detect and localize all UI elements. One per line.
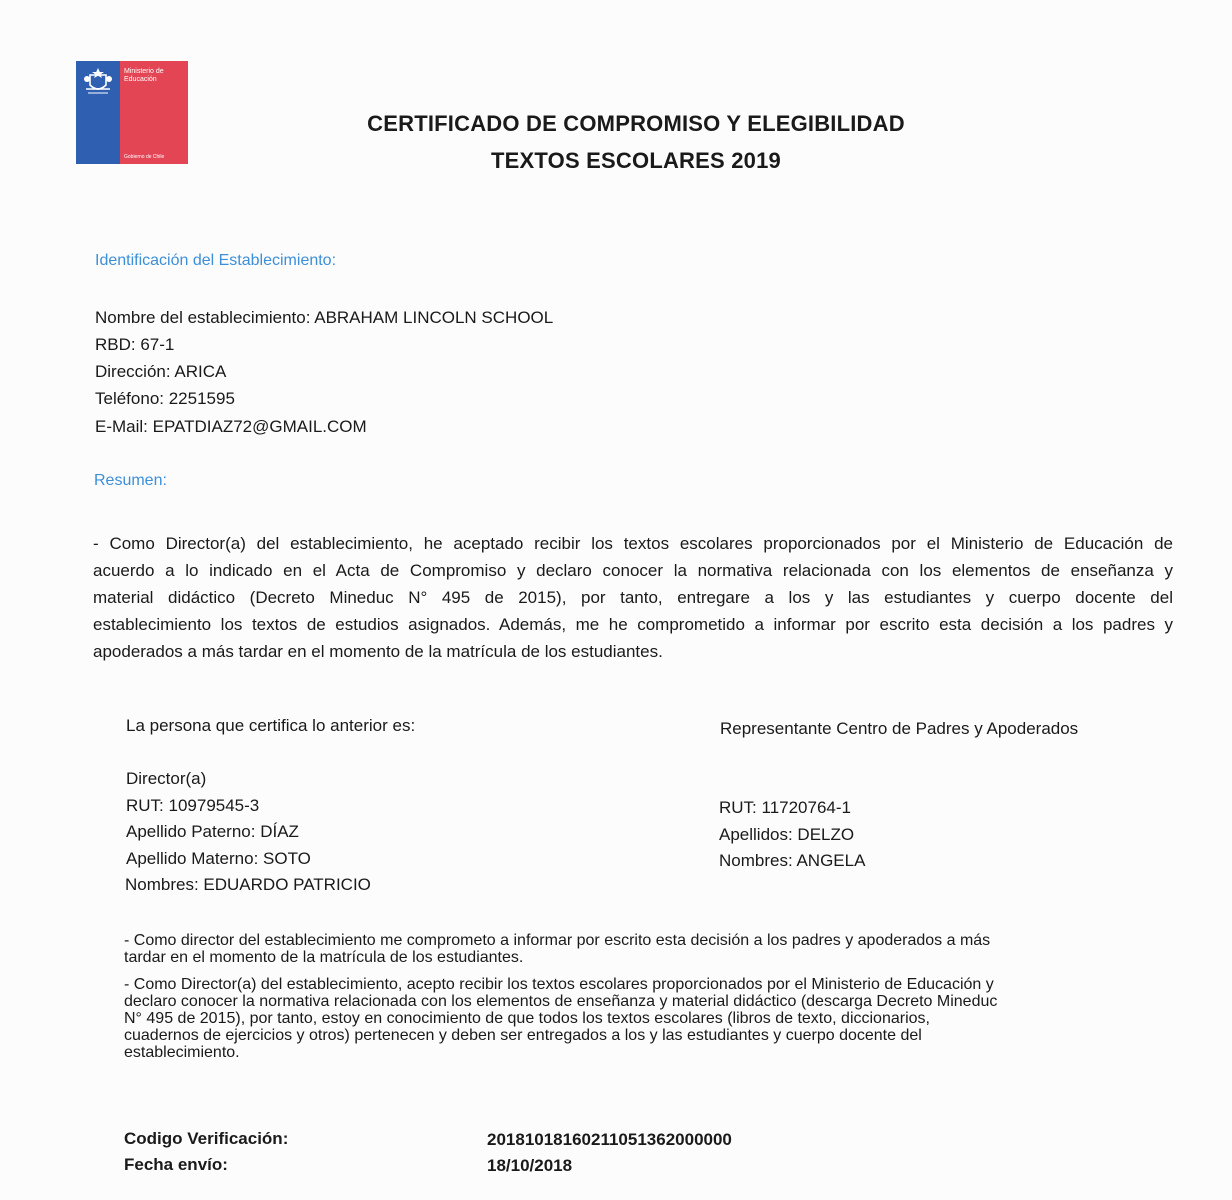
coat-of-arms-icon bbox=[82, 65, 114, 99]
note-line: establecimiento. bbox=[124, 1044, 240, 1061]
document-title-line2: TEXTOS ESCOLARES 2019 bbox=[491, 148, 781, 173]
school-rbd: RBD: 67-1 bbox=[95, 335, 175, 354]
note-line: cuadernos de ejercicios y otros) pertenecen y deben ser entregados a los y las estudiantes y cuerpo docente del bbox=[124, 1027, 922, 1044]
summary-heading: Resumen: bbox=[94, 472, 167, 489]
school-name: Nombre del establecimiento: ABRAHAM LINCOLN SCHOOL bbox=[95, 308, 554, 327]
summary-line: apoderados a más tardar en el momento de la matrícula de los estudiantes. bbox=[93, 642, 663, 661]
school-phone: Teléfono: 2251595 bbox=[95, 389, 235, 408]
note-line: tardar en el momento de la matrícula de los estudiantes. bbox=[124, 949, 524, 966]
certifier-heading: La persona que certifica lo anterior es: bbox=[126, 716, 416, 735]
verification-code-value: 20181018160211051362000000 bbox=[487, 1130, 732, 1149]
certifier-role: Director(a) bbox=[126, 769, 207, 788]
summary-line: acuerdo a lo indicado en el Acta de Compromiso y declaro conocer la normativa relacionada con los elementos de enseñanza y bbox=[93, 561, 1173, 580]
certifier-maternal-surname: Apellido Materno: SOTO bbox=[126, 849, 311, 868]
summary-line: material didáctico (Decreto Mineduc N° 495 de 2015), por tanto, entregare a los y las estudiantes y cuerpo docente del bbox=[93, 588, 1173, 607]
commitment-note-1 bbox=[124, 932, 1134, 966]
note-line: - Como Director(a) del establecimiento, acepto recibir los textos escolares proporcionados por el Ministerio de Educación y bbox=[124, 976, 994, 993]
note-line: declaro conocer la normativa relacionada con los elementos de enseñanza y material didáctico (descarga Decreto Mineduc bbox=[124, 993, 998, 1010]
note-line: - Como director del establecimiento me comprometo a informar por escrito esta decisión a los padres y apoderados a más bbox=[124, 932, 991, 949]
logo-government-text: Gobierno de Chile bbox=[124, 154, 165, 160]
logo-ministry-text: Ministerio de Educación bbox=[124, 68, 164, 83]
summary-paragraph bbox=[93, 530, 1173, 665]
document-title-line1: CERTIFICADO DE COMPROMISO Y ELEGIBILIDAD bbox=[367, 111, 905, 136]
send-date-value: 18/10/2018 bbox=[487, 1156, 573, 1175]
certifier-names: Nombres: EDUARDO PATRICIO bbox=[125, 875, 371, 894]
summary-line: - Como Director(a) del establecimiento, he aceptado recibir los textos escolares proporcionados por el Ministerio de Educación de bbox=[93, 534, 1173, 553]
representative-names: Nombres: ANGELA bbox=[719, 851, 866, 870]
representative-rut: RUT: 11720764-1 bbox=[719, 798, 851, 817]
note-line: N° 495 de 2015), por tanto, estoy en conocimiento de que todos los textos escolares (libros de texto, diccionarios, bbox=[124, 1010, 930, 1027]
representative-heading: Representante Centro de Padres y Apoderados bbox=[720, 719, 1079, 738]
certifier-rut: RUT: 10979545-3 bbox=[126, 796, 260, 815]
representative-surnames: Apellidos: DELZO bbox=[719, 825, 855, 844]
school-address: Dirección: ARICA bbox=[95, 362, 227, 381]
certifier-paternal-surname: Apellido Paterno: DÍAZ bbox=[126, 822, 299, 841]
send-date-label: Fecha envío: bbox=[124, 1155, 228, 1174]
identification-heading: Identificación del Establecimiento: bbox=[95, 252, 337, 269]
commitment-note-2 bbox=[124, 976, 1134, 1061]
verification-code-label: Codigo Verificación: bbox=[124, 1129, 289, 1148]
summary-line: establecimiento los textos de estudios asignados. Además, me he comprometido a informar por escrito esta decisión a los padres y bbox=[93, 615, 1173, 634]
school-email: E-Mail: EPATDIAZ72@GMAIL.COM bbox=[95, 417, 367, 436]
